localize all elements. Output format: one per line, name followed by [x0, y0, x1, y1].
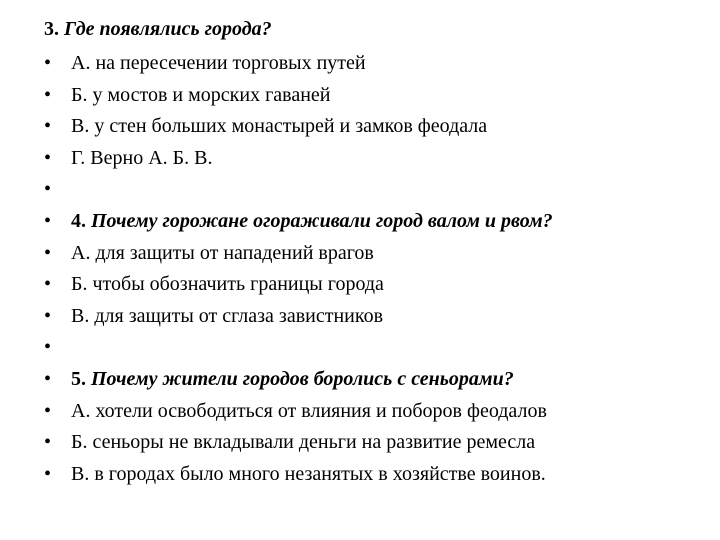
- empty-list-item: [44, 174, 714, 206]
- answer-3a: А. на пересечении торговых путей: [71, 52, 366, 74]
- bullet-icon: •: [44, 52, 52, 74]
- bullet-icon: •: [44, 146, 52, 169]
- question-4-heading: [44, 206, 714, 238]
- answer-4c: В. для защиты от сглаза завистников: [71, 304, 384, 327]
- list-item: [44, 427, 714, 459]
- question-3-title: Где появлялись города?: [64, 18, 272, 40]
- bullet-icon: •: [44, 178, 52, 201]
- question-5-text: [71, 364, 514, 396]
- question-3-number: 3.: [44, 18, 59, 40]
- answer-5c: В. в городах было много незанятых в хозяйстве воинов.: [71, 462, 546, 485]
- question-4-number: 4.: [71, 209, 86, 232]
- list-item: [44, 48, 714, 80]
- question-4-title: Почему горожане огораживали город валом и рвом?: [91, 209, 553, 232]
- bullet-icon: •: [44, 399, 52, 422]
- list-item: [44, 143, 714, 175]
- question-5-number: 5.: [71, 367, 86, 390]
- answer-3b: Б. у мостов и морских гаваней: [71, 83, 331, 106]
- answer-5b: Б. сеньоры не вкладывали деньги на развитие ремесла: [71, 431, 536, 454]
- bullet-icon: •: [44, 241, 52, 264]
- list-item: [44, 459, 714, 491]
- answer-3c: В. у стен больших монастырей и замков феодала: [71, 115, 488, 138]
- list-item: [44, 269, 714, 301]
- answer-5a: А. хотели освободиться от влияния и поборов феодалов: [71, 399, 547, 422]
- question-5-title: Почему жители городов боролись с сеньорами?: [91, 367, 514, 390]
- list-item: [44, 238, 714, 270]
- list-item: [44, 80, 714, 112]
- bullet-icon: •: [44, 115, 52, 138]
- quiz-list: [44, 48, 714, 490]
- bullet-icon: •: [44, 83, 52, 106]
- question-5-heading: [44, 364, 714, 396]
- bullet-icon: •: [44, 336, 52, 359]
- empty-list-item: [44, 332, 714, 364]
- answer-4b: Б. чтобы обозначить границы города: [71, 273, 384, 296]
- bullet-icon: •: [44, 304, 52, 327]
- bullet-icon: •: [44, 367, 52, 390]
- bullet-icon: •: [44, 462, 52, 485]
- bullet-icon: •: [44, 431, 52, 454]
- list-item: [44, 301, 714, 333]
- answer-3d: Г. Верно А. Б. В.: [71, 146, 213, 169]
- list-item: [44, 396, 714, 428]
- question-3-heading: [44, 17, 272, 41]
- bullet-icon: •: [44, 209, 52, 232]
- bullet-icon: •: [44, 273, 52, 296]
- list-item: [44, 111, 714, 143]
- question-4-text: [71, 206, 553, 238]
- answer-4a: А. для защиты от нападений врагов: [71, 241, 374, 264]
